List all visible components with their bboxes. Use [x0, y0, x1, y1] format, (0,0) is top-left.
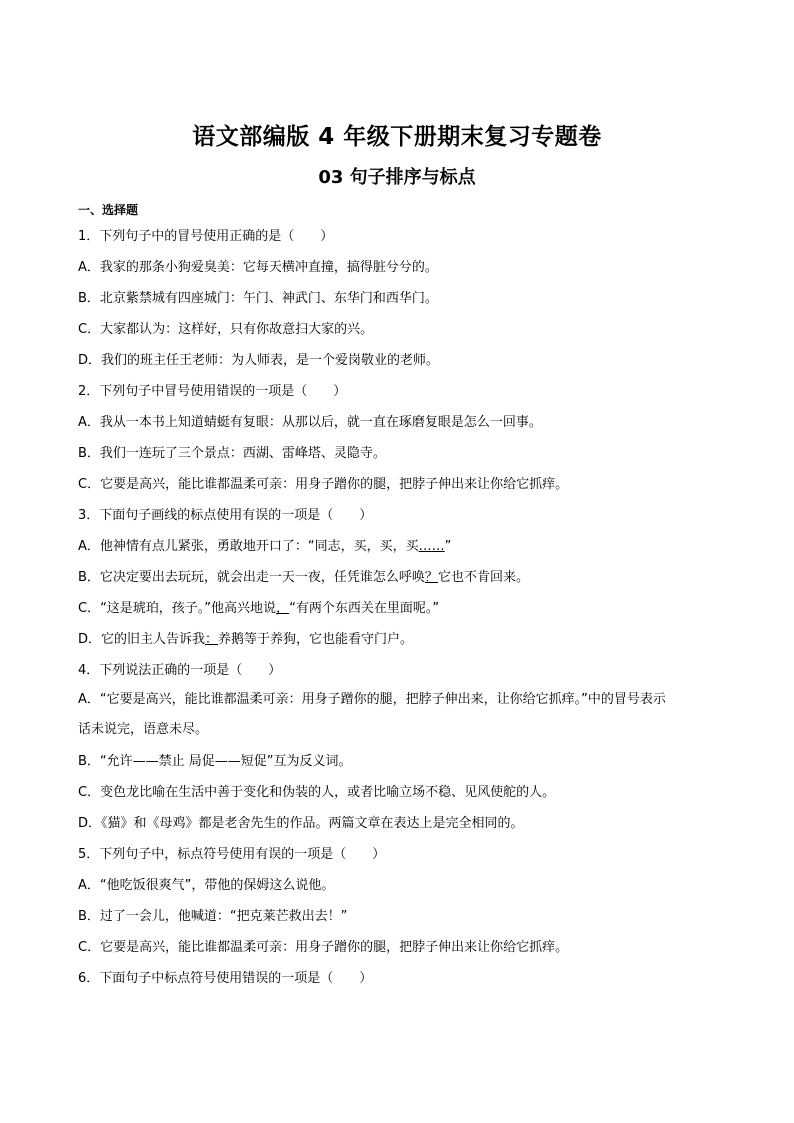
question-5-option-c: C．它要是高兴，能比谁都温柔可亲：用身子蹭你的腿，把脖子伸出来让你给它抓痒。	[78, 940, 569, 955]
question-4-option-c: C．变色龙比喻在生活中善于变化和伪装的人，或者比喻立场不稳、见风使舵的人。	[78, 785, 556, 800]
page-title: 语文部编版 4 年级下册期末复习专题卷	[192, 124, 602, 150]
option-text: 它也不肯回来。	[437, 570, 529, 585]
option-text: B．它决定要出去玩玩，就会出走一天一夜，任凭谁怎么呼唤	[78, 570, 425, 585]
question-5-stem: 5．下列句子中，标点符号使用有误的一项是（ ）	[78, 847, 386, 862]
question-1-option-b: B．北京紫禁城有四座城门：午门、神武门、东华门和西华门。	[78, 291, 438, 306]
question-2-option-a: A．我从一本书上知道蜻蜓有复眼：从那以后，就一直在琢磨复眼是怎么一回事。	[78, 415, 542, 430]
option-text: A．他神情有点儿紧张，勇敢地开口了：“同志，买，买，买	[78, 539, 419, 554]
question-list	[78, 221, 728, 994]
section-heading: 一、选择题	[78, 203, 139, 217]
question-2-stem: 2．下列句子中冒号使用错误的一项是（ ）	[78, 384, 347, 399]
question-4-stem: 4．下列说法正确的一项是（ ）	[78, 663, 282, 678]
question-2-option-b: B．我们一连玩了三个景点：西湖、雷峰塔、灵隐寺。	[78, 446, 386, 461]
question-4-option-d: D．《猫》和《母鸡》都是老舍先生的作品。两篇文章在表达上是完全相同的。	[78, 816, 524, 831]
question-6-stem: 6．下面句子中标点符号使用错误的一项是（ ）	[78, 971, 373, 986]
underlined-mark: ？	[424, 570, 438, 585]
question-5-option-a: A．“他吃饭很爽气”，带他的保姆这么说他。	[78, 878, 335, 893]
question-3-option-d	[78, 624, 728, 655]
question-2-option-c: C．它要是高兴，能比谁都温柔可亲：用身子蹭你的腿，把脖子伸出来让你给它抓痒。	[78, 477, 569, 492]
question-1-option-a: A．我家的那条小狗爱臭美：它每天横冲直撞，搞得脏兮兮的。	[78, 260, 438, 275]
underlined-mark: ，	[276, 601, 290, 616]
question-4-option-b: B．“允许——禁止 局促——短促”互为反义词。	[78, 754, 352, 769]
underlined-mark: ……	[418, 539, 445, 554]
question-3-option-b	[78, 562, 728, 593]
question-4-option-a: A．“它要是高兴，能比谁都温柔可亲：用身子蹭你的腿，把脖子伸出来，让你给它抓痒。”中的冒号表示	[78, 692, 666, 707]
option-text: “有两个东西关在里面呢。”	[289, 601, 440, 616]
question-3-option-c	[78, 593, 728, 624]
option-text: 养鹅等于养狗，它也能看守门户。	[218, 632, 414, 647]
option-text: C．“这是琥珀，孩子。”他高兴地说	[78, 601, 277, 616]
underlined-mark: ：	[205, 632, 219, 647]
question-1-option-d: D．我们的班主任王老师：为人师表，是一个爱岗敬业的老师。	[78, 353, 440, 368]
page-subtitle: 03 句子排序与标点	[318, 167, 476, 188]
question-3-option-a	[78, 531, 728, 562]
question-3-stem: 3．下面句子画线的标点使用有误的一项是（ ）	[78, 508, 373, 523]
option-text: D．它的旧主人告诉我	[78, 632, 206, 647]
option-text: ”	[444, 539, 452, 554]
question-4-option-a-continued: 话未说完，语意未尽。	[78, 722, 209, 737]
question-5-option-b: B．过了一会儿，他喊道：“把克莱芒救出去！”	[78, 909, 348, 924]
question-1-option-c: C．大家都认为：这样好，只有你故意扫大家的兴。	[78, 322, 374, 337]
question-1-stem: 1．下列句子中的冒号使用正确的是（ ）	[78, 229, 334, 244]
